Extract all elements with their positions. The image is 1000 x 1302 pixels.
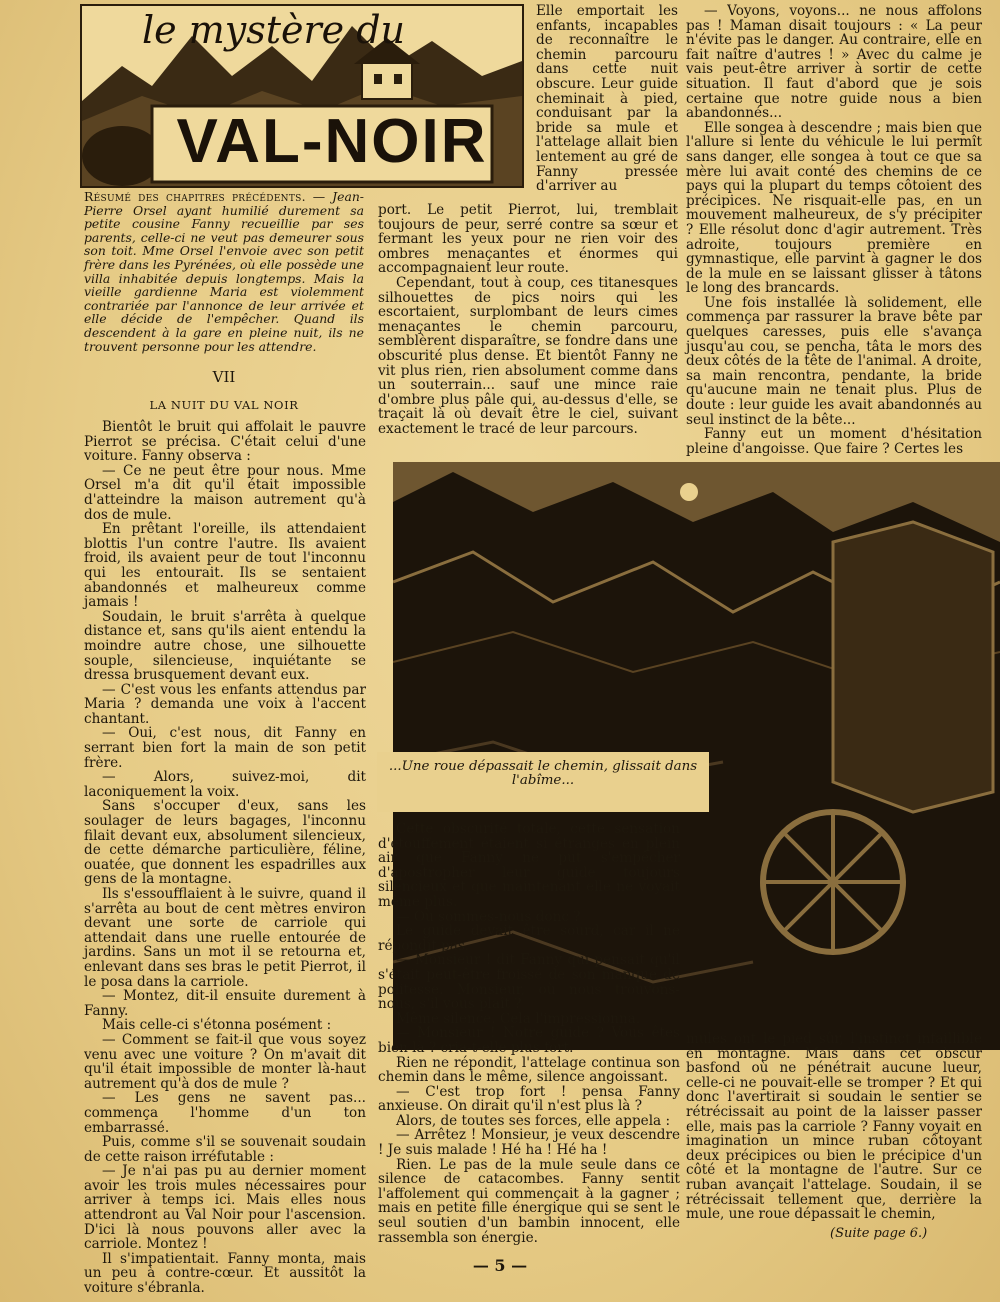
paragraph: — Je n'ai pas pu au dernier moment avoir les trois mules nécessaires pour arriver à temps ici. Mais elles nous attendront au Val Noir pour l'ascension. D'ici là nous pouvons aller avec la carriole. Montez ! [84, 1163, 366, 1253]
paragraph: Rien ne répondit, l'attelage continua son chemin dans le même, silence angoissant. [378, 1054, 680, 1086]
paragraph: — C'est vous les enfants attendus par Maria ? demanda une voix à l'accent chantant. [84, 681, 366, 727]
paragraph: — Alors, suivez-moi, dit laconiquement la voix. [84, 769, 366, 800]
paragraph: — Monsieur ! Notre guide ? Vous êtes bien là ? cria-t-elle plus fort. [378, 1025, 680, 1056]
chapter-title: LA NUIT DU VAL NOIR [149, 398, 299, 412]
paragraph: — Ce ne peut être pour nous. Mme Orsel m'a dit qu'il était impossible d'atteindre la maison autrement qu'à dos de mule. [84, 462, 366, 523]
summary-text: Jean-Pierre Orsel ayant humilié durement sa petite cousine Fanny recueillie par ses parents, celle-ci ne veut pas demeurer sous son toit. Mme Orsel l'envoie avec son petit frère dans les Pyrénées, où elle possède une villa inhabitée depuis longtemps. Mais la vieille gardienne Maria est violemment contrariée par l'annonce de leur arrivée et elle décide de l'empêcher. Quand ils descendent à la gare en pleine nuit, ils ne trouvent personne pour les attendre. [84, 189, 364, 354]
paragraph: Même silence. Cela l'impressionna. [396, 1010, 641, 1027]
paragraph: mules ont le pied sûr, l'instinct infaillible en montagne. Mais dans cet obscur basfond où ne pénétrait aucune lueur, celle-ci ne pouvait-elle se tromper ? Et qui donc l'avertirait si soudain le sentier se rétrécissait au point de la laisser passer elle, mais pas la carriole ? Fanny voyait en imagination un mince ruban côtoyant deux précipices ou bien le précipice d'un côté et la montagne de l'autre. Sur ce ruban avançait l'attelage. Soudain, il se rétrécissait tellement que, derrière la mule, une roue dépassait le chemin, [686, 1031, 982, 1223]
paragraph: Fanny eut un moment d'hésitation pleine d'angoisse. Que faire ? Certes les [686, 426, 982, 457]
paragraph: Cette obscurité totale, cette sensation d'étouffement étaient si étranges en plein air que Fanny ne put s'empêcher d'apostropher leur guide toujours silencieux et que maintenant elle ne voyait même plus. [378, 821, 680, 910]
paragraph: Elle songea à descendre ; mais bien que l'allure si lente du véhicule le lui permît sans danger, elle songea à tout ce que sa mère lui avait conté des chemins de ce pays qui la plupart du temps côtoient des précipices. Ne risquait-elle pas, en un mouvement malheureux, de s'y précipiter ? Elle résolut donc d'agir autrement. Très adroite, toujours première en gymnastique, elle parvint à gagner le dos de la mule en se laissant glisser à tâtons le long des brancards. [686, 119, 982, 297]
column-2-middle [378, 203, 678, 437]
paragraph: Il s'impatientait. Fanny monta, mais un peu à contre-cœur. Et aussitôt la voiture s'ébranla. [84, 1250, 366, 1297]
paragraph: — Oui, c'est nous, dit Fanny en serrant bien fort la main de son petit frère. [84, 725, 366, 771]
paragraph: Alors, de toutes ses forces, elle appela : [396, 1112, 671, 1129]
paragraph: En prêtant l'oreille, ils attendaient blottis l'un contre l'autre. Ils avaient froid, ils avaient peur de tout l'inconnu qui les entourait. Ils se sentaient abandonnés et malheureux comme jamais ! [84, 521, 366, 611]
paragraph: Une fois installée là solidement, elle commença par rassurer la brave bête par quelques caresses, puis elle s'avança jusqu'au cou, se pencha, tâta le mors des deux côtés de la tête de l'animal. A droite, sa main rencontra, pendante, la bride qu'aucune main ne tenait plus. Plus de doute : leur guide les avait abandonnés au seul instinct de la bête... [686, 294, 982, 428]
paragraph: Le guide devait être sourd, car il ne répondit pas. [378, 923, 680, 954]
title-top: le mystère du [142, 8, 406, 52]
paragraph: Elle emportait les enfants, incapables de reconnaître le chemin parcouru dans cette nuit obscure. Leur guide cheminait à pied, conduisant par la bride sa mule et l'attelage allait bien lentement au gré de Fanny pressée d'arriver au [536, 3, 678, 195]
continuation-note: (Suite page 6.) [830, 1226, 928, 1241]
paragraph: Mais celle-ci s'étonna posément : [102, 1017, 332, 1034]
title-main: VAL-NOIR [176, 107, 488, 176]
paragraph: Bientôt le bruit qui affolait le pauvre Pierrot se précisa. C'était celui d'une voiture. Fanny observa : [84, 419, 366, 465]
paragraph: — Montez, dit-il ensuite durement à Fanny. [84, 988, 366, 1019]
paragraph: — Comment se fait-il que vous soyez venu avec une voiture ? On m'avait dit qu'il était impossible de monter là-haut autrement qu'à dos de mule ? [84, 1031, 366, 1092]
paragraph: Rien. Le pas de la mule seule dans ce silence de catacombes. Fanny sentit l'affolement qui commençait à la gagner ; mais en petite fille énergique qui se sent le seul soutien d'un bambin innocent, elle rassembla son énergie. [378, 1156, 680, 1246]
chapter-number: VII [212, 368, 236, 386]
paragraph: — C'est trop fort ! pensa Fanny anxieuse. On dirait qu'il n'est plus là ? [378, 1083, 680, 1115]
column-3-top [686, 4, 982, 456]
paragraph: Puis, comme s'il se souvenait soudain de cette raison irréfutable : [84, 1134, 366, 1165]
paragraph: Ils s'essoufflaient à le suivre, quand il s'arrêta au bout de cent mètres environ devant une sorte de carriole qui attendait dans une ruelle entourée de jardins. Sans un mot il se retourna et, enlevant dans ses bras le petit Pierrot, il le posa dans la carriole. [84, 886, 366, 990]
summary-lead: Résumé des chapitres précédents. — [84, 189, 326, 204]
paragraph: Soudain, le bruit s'arrêta à quelque distance et, sans qu'ils aient entendu la moindre autre chose, une silhouette souple, silencieuse, inquiétante se dressa brusquement devant eux. [84, 608, 366, 684]
illustration-caption: ...Une roue dépassait le chemin, glissait dans l'abîme... [388, 759, 698, 789]
paragraph: — Monsieur ! dit Fanny qui pensait qu'il s'était peut-être froissé de son manque de politesse. Monsieur, où nous trouvons-nous, s'il vous plaît ? [378, 952, 680, 1013]
paragraph: — Voyons, voyons... ne nous affolons pas ! Maman disait toujours : « La peur n'évite pas le danger. Au contraire, elle en fait naître d'autres ! » Avec du calme je vais peut-être arriver à sortir de cette situation. Il faut d'abord que je sois certaine que notre guide nous a bien abandonnés... [686, 3, 982, 122]
paragraph: — Arrêtez ! Monsieur, je veux descendre ! Je suis malade ! Hé ha ! Hé ha ! [378, 1127, 680, 1159]
title-illustration [80, 4, 524, 188]
summary [84, 190, 364, 353]
paragraph: — Où sommes-nous donc ? [396, 908, 581, 925]
paragraph: — Les gens ne savent pas... commença l'homme d'un ton embarrassé. [84, 1090, 366, 1136]
page-number: — 5 — [472, 1256, 528, 1275]
paragraph: Sans s'occuper d'eux, sans les soulager de leurs bagages, l'inconnu filait devant eux, absolument silencieux, de cette démarche particulière, féline, ouatée, que donnent les espadrilles aux gens de la montagne. [84, 798, 366, 888]
column-1 [84, 420, 366, 1296]
column-3-bottom [686, 1032, 982, 1222]
column-2-bottom [378, 822, 680, 1245]
paragraph: port. Le petit Pierrot, lui, tremblait toujours de peur, serré contre sa sœur et fermant les yeux pour ne rien voir des ombres menaçantes et énormes qui accompagnaient leur route. [378, 202, 678, 277]
paragraph: Cependant, tout à coup, ces titanesques silhouettes de pics noirs qui les escortaient, surplombant de leurs cimes menaçantes le chemin parcouru, semblèrent disparaître, se fondre dans une obscurité plus dense. Et bientôt Fanny ne vit plus rien, rien absolument comme dans un souterrain... sauf une mince raie d'ombre plus pâle qui, au-dessus d'elle, se traçait là où devait être le ciel, suivant exactement le tracé de leur parcours. [378, 274, 678, 437]
column-2-top [536, 4, 678, 194]
